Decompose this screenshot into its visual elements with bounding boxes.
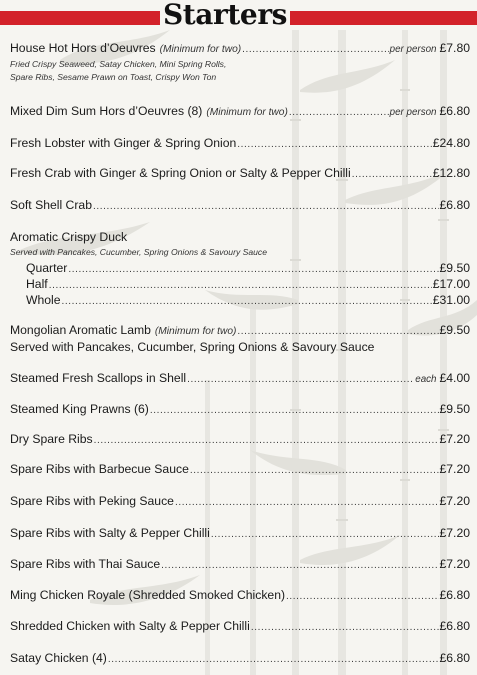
menu-item [10, 198, 470, 214]
menu-item [10, 651, 470, 667]
menu-item-name: Satay Chicken (4) [10, 651, 107, 665]
menu-item-price: £7.20 [439, 557, 470, 571]
menu-item-line [10, 557, 470, 573]
menu-item-options [10, 261, 470, 309]
menu-item-price: £6.80 [439, 198, 470, 212]
menu-item-note: (Minimum for two) [206, 107, 288, 118]
menu-item-line [10, 619, 470, 635]
menu-item-line [10, 230, 470, 245]
menu-item-line [10, 323, 470, 339]
menu-item-price: £7.20 [439, 494, 470, 508]
menu-item [10, 104, 470, 120]
menu-item [10, 323, 470, 355]
menu-item-name: Mixed Dim Sum Hors d’Oeuvres (8) [10, 104, 203, 118]
menu-item [10, 557, 470, 573]
menu-item-extra: Served with Pancakes, Cucumber, Spring Onions & Savoury Sauce [10, 340, 375, 354]
menu-item-price: £12.80 [432, 166, 470, 180]
menu-item-unit: per person [389, 107, 437, 118]
menu-item-name: Spare Ribs with Thai Sauce [10, 557, 161, 571]
menu-item-line [10, 136, 470, 152]
menu-item-line [10, 166, 470, 182]
menu-item-name: Fresh Lobster with Ginger & Spring Onion [10, 136, 237, 150]
menu-item-line [10, 651, 470, 667]
menu-item-line [10, 371, 470, 387]
header-rule-right [290, 11, 477, 25]
menu-item [10, 371, 470, 387]
page-title: Starters [162, 0, 288, 31]
dot-leader [242, 41, 389, 57]
menu-item [10, 136, 470, 152]
menu-item-price: £6.80 [439, 588, 470, 602]
menu-item-name: Shredded Chicken with Salty & Pepper Chilli [10, 619, 250, 633]
menu-item-name: Spare Ribs with Barbecue Sauce [10, 462, 189, 476]
menu-item-price: £6.80 [439, 104, 470, 118]
menu-item-note: (Minimum for two) [159, 44, 242, 55]
menu-item [10, 41, 470, 83]
menu-item-price: £7.20 [439, 432, 470, 446]
dot-leader [237, 136, 431, 152]
dot-leader [62, 293, 432, 309]
menu-item-name: Ming Chicken Royale (Shredded Smoked Chicken) [10, 588, 286, 602]
option-name: Quarter [26, 260, 68, 275]
menu-item [10, 166, 470, 182]
menu-item [10, 588, 470, 604]
dot-leader [286, 588, 438, 604]
menu-item-line [10, 462, 470, 478]
menu-item-price: £9.50 [439, 323, 470, 337]
menu-item-description: Spare Ribs, Sesame Prawn on Toast, Crispy Won Ton [10, 71, 217, 82]
menu-item-price: £7.20 [439, 462, 470, 476]
menu-item-description: Fried Crispy Seaweed, Satay Chicken, Mini Spring Rolls, [10, 59, 227, 69]
dot-leader [175, 494, 439, 510]
option-line [10, 261, 470, 277]
dot-leader [187, 371, 414, 387]
menu-item [10, 230, 470, 309]
dot-leader [251, 619, 439, 635]
option-name: Whole [26, 292, 61, 307]
option-price: £31.00 [432, 292, 470, 307]
menu-item-name: Soft Shell Crab [10, 198, 92, 212]
option-price: £17.00 [432, 276, 470, 291]
menu-item-name: Spare Ribs with Salty & Pepper Chilli [10, 526, 210, 540]
menu-item-name: Fresh Crab with Ginger & Spring Onion or Salty & Pepper Chilli [10, 166, 351, 180]
dot-leader [68, 261, 438, 277]
menu-item [10, 432, 470, 448]
menu-item-line [10, 104, 470, 120]
menu-item-name: Steamed King Prawns (6) [10, 402, 149, 416]
menu-item-price: £9.50 [439, 402, 470, 416]
menu-item-name: House Hot Hors d’Oeuvres [10, 41, 156, 55]
option-line [10, 293, 470, 309]
dot-leader [93, 198, 439, 214]
menu-item-price: £24.80 [432, 136, 470, 150]
menu-item-line [10, 588, 470, 604]
menu-item-line [10, 494, 470, 510]
menu-item-description: Served with Pancakes, Cucumber, Spring Onions & Savoury Sauce [10, 247, 267, 257]
dot-leader [150, 402, 439, 418]
dot-leader [289, 104, 389, 120]
menu-item-price: £6.80 [439, 651, 470, 665]
menu-item-unit: each [415, 374, 437, 385]
dot-leader [94, 432, 439, 448]
menu-item-price: £6.80 [439, 619, 470, 633]
option-line [10, 277, 470, 293]
dot-leader [352, 166, 432, 182]
dot-leader [108, 651, 439, 667]
menu-item-line [10, 432, 470, 448]
dot-leader [237, 323, 438, 339]
menu-item-name: Steamed Fresh Scallops in Shell [10, 371, 187, 385]
menu-item-name: Aromatic Crispy Duck [10, 230, 128, 244]
menu-item-line [10, 402, 470, 418]
menu-item-price: £4.00 [439, 371, 470, 385]
option-price: £9.50 [439, 260, 470, 275]
menu-item-line [10, 198, 470, 214]
menu-item-unit: per person [389, 44, 437, 55]
menu-item-line [10, 41, 470, 57]
menu-item-name: Dry Spare Ribs [10, 432, 93, 446]
dot-leader [190, 462, 439, 478]
header-rule-left [0, 11, 160, 25]
dot-leader [161, 557, 438, 573]
option-name: Half [26, 276, 48, 291]
dot-leader [49, 277, 432, 293]
menu-item [10, 526, 470, 542]
menu-item-price: £7.20 [439, 526, 470, 540]
menu-item-line [10, 526, 470, 542]
menu-item-price: £7.80 [439, 41, 470, 55]
menu-item [10, 462, 470, 478]
menu-item-name: Spare Ribs with Peking Sauce [10, 494, 174, 508]
menu-item-note: (Minimum for two) [154, 326, 237, 337]
section-header [0, 0, 477, 34]
menu-item-name: Mongolian Aromatic Lamb [10, 323, 151, 337]
dot-leader [211, 526, 439, 542]
menu-item [10, 619, 470, 635]
menu-item [10, 494, 470, 510]
menu-item [10, 402, 470, 418]
